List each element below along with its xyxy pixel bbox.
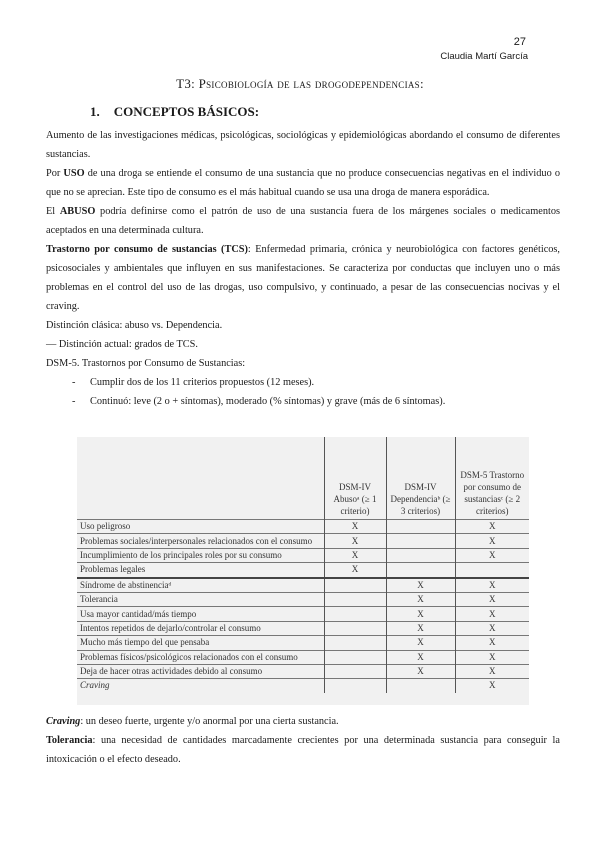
table-cell-mark [324,621,386,635]
table-cell-mark [324,650,386,664]
table-cell-mark: X [324,563,386,578]
table-cell-mark [324,592,386,606]
table-cell-mark: X [455,679,529,693]
tolerancia-text: : una necesidad de cantidades marcadamente crecientes por una determinada sustancia para conseguir la intoxicación o el efecto deseado. [46,735,560,765]
table-cell-mark: X [386,607,455,621]
table-cell-mark [386,534,455,548]
table-cell-mark: X [386,621,455,635]
table-cell-mark: X [455,578,529,593]
uso-prefix: Por [46,168,64,179]
table-row [77,679,529,693]
table-cell-criterion: Usa mayor cantidad/más tiempo [77,607,324,621]
table-cell-criterion: Problemas legales [77,563,324,578]
table-row [77,592,529,606]
table-cell-criterion: Uso peligroso [77,520,324,534]
table-cell-mark: X [324,548,386,562]
table-cell-mark [386,520,455,534]
craving-text: : un deseo fuerte, urgente y/o anormal por una cierta sustancia. [80,716,339,727]
table-row [77,636,529,650]
criteria-table [77,437,529,693]
table-cell-mark: X [455,650,529,664]
tolerancia-definition [46,731,560,769]
tcs-definition: : Enfermedad primaria, crónica y neurobiológica con factores genéticos, psicosociales y ambientales que influyen en sus manifestaciones. Se caracteriza por conductas que incluyen uno o más problemas en el control del uso de las drogas, uso compulsivo, y continuado, a pesar de las consecuencias nocivas y el craving. [46,244,560,312]
table-row [77,520,529,534]
section-number: 1. [90,104,100,119]
uso-term: USO [63,168,85,179]
table-row [77,534,529,548]
list-item: - Continuó: leve (2 o + síntomas), moderado (% síntomas) y grave (más de 6 síntomas). [46,392,560,411]
table-header-dsm4-abuso: DSM-IV Abusoᵃ (≥ 1 criterio) [324,437,386,520]
table-row [77,664,529,678]
section-title: CONCEPTOS BÁSICOS: [113,104,260,119]
paragraph-uso [46,164,560,202]
table-cell-criterion: Craving [77,679,324,693]
table-cell-mark: X [386,650,455,664]
table-cell-mark [324,607,386,621]
definitions-footer [46,712,560,769]
table-cell-mark: X [455,636,529,650]
paragraph-dsm5: DSM-5. Trastornos por Consumo de Sustancias: [46,358,246,369]
table-cell-mark: X [324,534,386,548]
abuso-term: ABUSO [59,206,96,217]
craving-term: Craving [46,716,81,727]
table-cell-mark [324,664,386,678]
table-cell-mark: X [386,578,455,593]
section-heading [90,104,259,120]
criteria-table-image [77,437,529,705]
table-cell-criterion: Mucho más tiempo del que pensaba [77,636,324,650]
table-cell-mark [324,679,386,693]
paragraph-tcs [46,240,560,316]
author-name: Claudia Martí García [440,51,528,62]
table-body [77,520,529,693]
paragraph-distincion-actual: — Distinción actual: grados de TCS. [46,339,198,350]
table-cell-mark [386,563,455,578]
table-cell-mark [386,679,455,693]
table-header-dsm4-dependencia: DSM-IV Dependenciaᵇ (≥ 3 criterios) [386,437,455,520]
table-row [77,563,529,578]
table-cell-mark: X [386,636,455,650]
table-row [77,621,529,635]
table-cell-mark: X [455,621,529,635]
table-cell-mark: X [455,534,529,548]
table-row [77,607,529,621]
table-cell-mark: X [455,548,529,562]
paragraph-distincion-clasica: Distinción clásica: abuso vs. Dependencia. [46,320,223,331]
table-cell-mark [324,578,386,593]
table-cell-criterion: Intentos repetidos de dejarlo/controlar el consumo [77,621,324,635]
table-header-criteria [77,437,324,520]
abuso-definition: podría definirse como el patrón de uso de una sustancia fuera de los márgenes sociales o medicamentos aceptados en una determinada cultura. [46,206,560,236]
abuso-prefix: El [46,206,60,217]
page-title: T3: Psicobiología de las drogodependencias: [176,76,424,91]
craving-definition [46,712,560,731]
table-cell-criterion: Deja de hacer otras actividades debido al consumo [77,664,324,678]
table-row [77,578,529,593]
table-header-dsm5: DSM-5 Trastorno por consumo de sustanciasᶜ (≥ 2 criterios) [455,437,529,520]
table-cell-mark: X [386,664,455,678]
table-cell-criterion: Síndrome de abstinenciaᵈ [77,578,324,593]
table-row [77,650,529,664]
table-cell-criterion: Tolerancia [77,592,324,606]
table-cell-mark [455,563,529,578]
bullet-list [46,373,560,411]
table-cell-mark: X [386,592,455,606]
table-cell-criterion: Problemas físicos/psicológicos relacionados con el consumo [77,650,324,664]
table-cell-criterion: Problemas sociales/interpersonales relacionados con el consumo [77,534,324,548]
page-number: 27 [513,36,526,48]
table-cell-mark [324,636,386,650]
table-cell-mark: X [455,664,529,678]
paragraph-intro: Aumento de las investigaciones médicas, psicológicas, sociológicas y epidemiológicas abordando el consumo de diferentes sustancias. [46,130,560,160]
table-cell-mark [386,548,455,562]
tcs-term: Trastorno por consumo de sustancias (TCS) [46,244,248,255]
list-item: - Cumplir dos de los 11 criterios propuestos (12 meses). [46,373,560,392]
table-cell-mark: X [455,520,529,534]
table-cell-mark: X [455,607,529,621]
table-cell-mark: X [455,592,529,606]
tolerancia-term: Tolerancia [46,735,93,746]
body-text [46,126,560,411]
table-cell-mark: X [324,520,386,534]
table-row [77,548,529,562]
table-cell-criterion: Incumplimiento de los principales roles por su consumo [77,548,324,562]
paragraph-abuso [46,202,560,240]
uso-definition: de una droga se entiende el consumo de una sustancia que no produce consecuencias negativas en el individuo o que no se aprecian. Este tipo de consumo es el más habitual cuando se usa una droga de manera esporádica. [46,168,560,198]
